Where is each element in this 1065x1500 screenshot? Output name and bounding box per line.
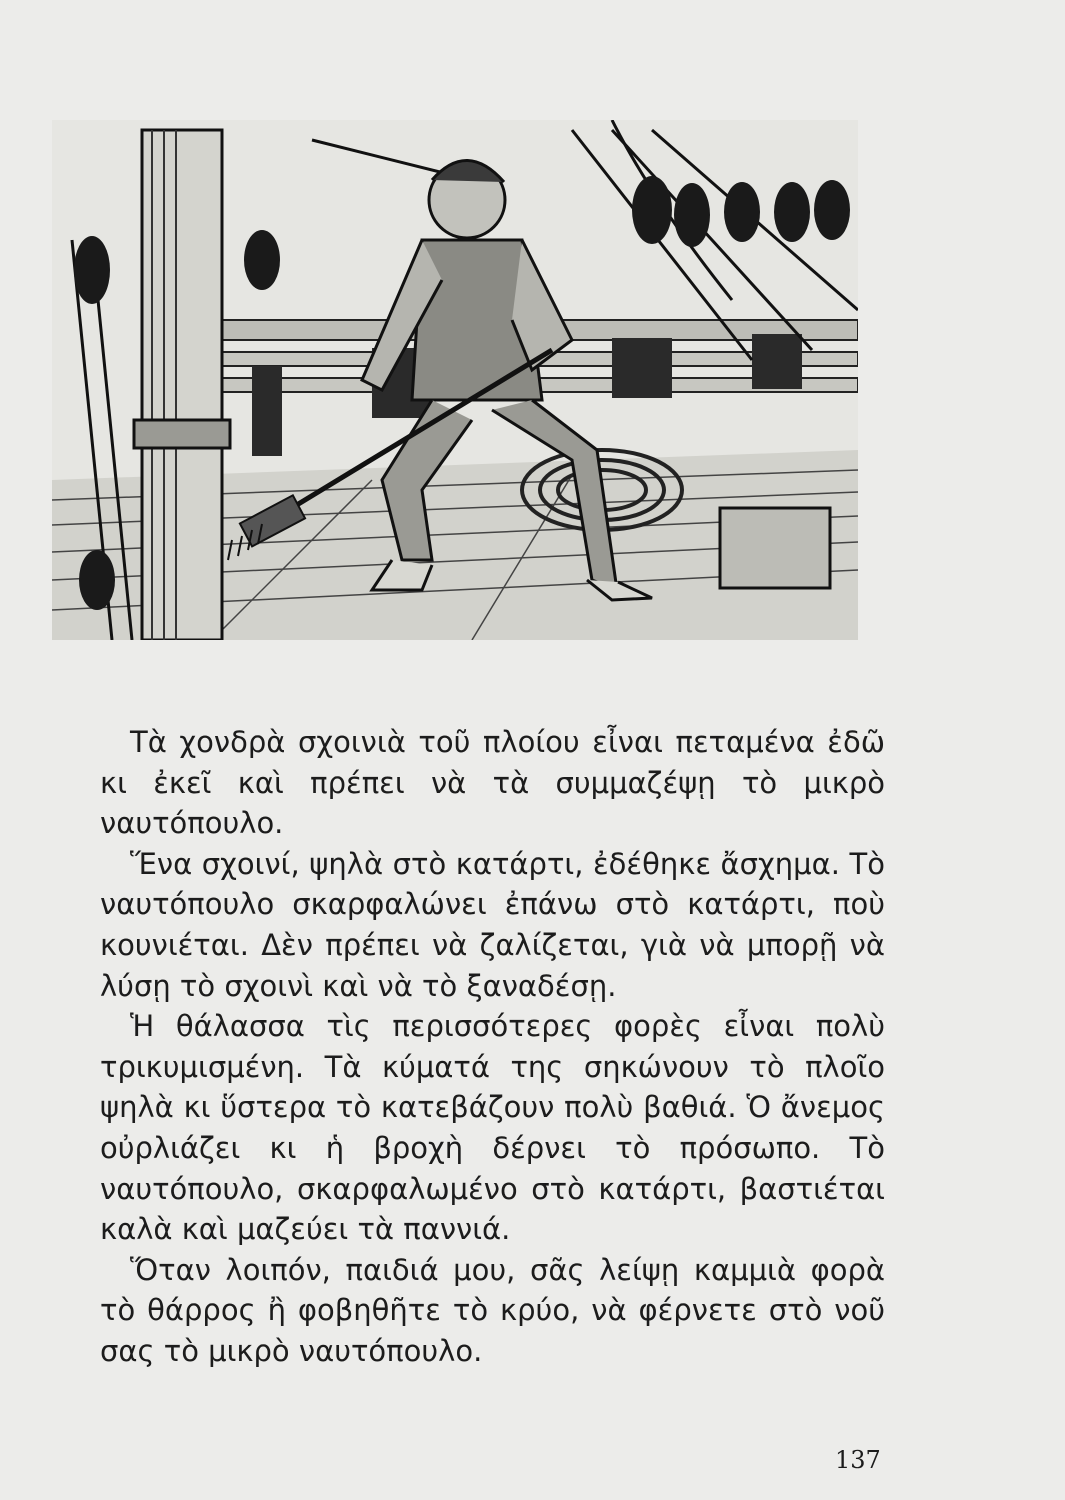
story-text	[100, 722, 885, 1372]
sailor-boy-drawing	[52, 120, 858, 640]
page-number: 137	[835, 1446, 881, 1474]
paragraph: Τὰ χονδρὰ σχοινιὰ τοῦ πλοίου εἶναι πεταμένα ἐδῶ κι ἐκεῖ καὶ πρέπει νὰ τὰ συμμαζέψῃ τὸ μικρὸ ναυτόπουλο.	[100, 725, 885, 841]
paragraph: Ἡ θάλασσα τὶς περισσότερες φορὲς εἶναι πολὺ τρικυμισμένη. Τὰ κύματά της σηκώνουν τὸ πλοῖο ψηλὰ κι ὕστερα τὸ κατεβάζουν πολὺ βαθιά. Ὁ ἄνεμος οὐρλιάζει κι ἡ βροχὴ δέρνει τὸ πρόσωπο. Τὸ ναυτόπουλο, σκαρφαλωμένο στὸ κατάρτι, βαστιέται καλὰ καὶ μαζεύει τὰ παννιά.	[100, 1009, 885, 1247]
ship-deck-illustration	[52, 120, 858, 640]
paragraph: Ὅταν λοιπόν, παιδιά μου, σᾶς λείψῃ καμμιὰ φορὰ τὸ θάρρος ἢ φοβηθῆτε τὸ κρύο, νὰ φέρνετε στὸ νοῦ σας τὸ μικρὸ ναυτόπουλο.	[100, 1252, 885, 1368]
paragraph: Ἕνα σχοινί, ψηλὰ στὸ κατάρτι, ἐδέθηκε ἄσχημα. Τὸ ναυτόπουλο σκαρφαλώνει ἐπάνω στὸ κατάρτι, ποὺ κουνιέται. Δὲν πρέπει νὰ ζαλίζεται, γιὰ νὰ μπορῇ νὰ λύσῃ τὸ σχοινὶ καὶ νὰ τὸ ξαναδέσῃ.	[100, 846, 885, 1003]
